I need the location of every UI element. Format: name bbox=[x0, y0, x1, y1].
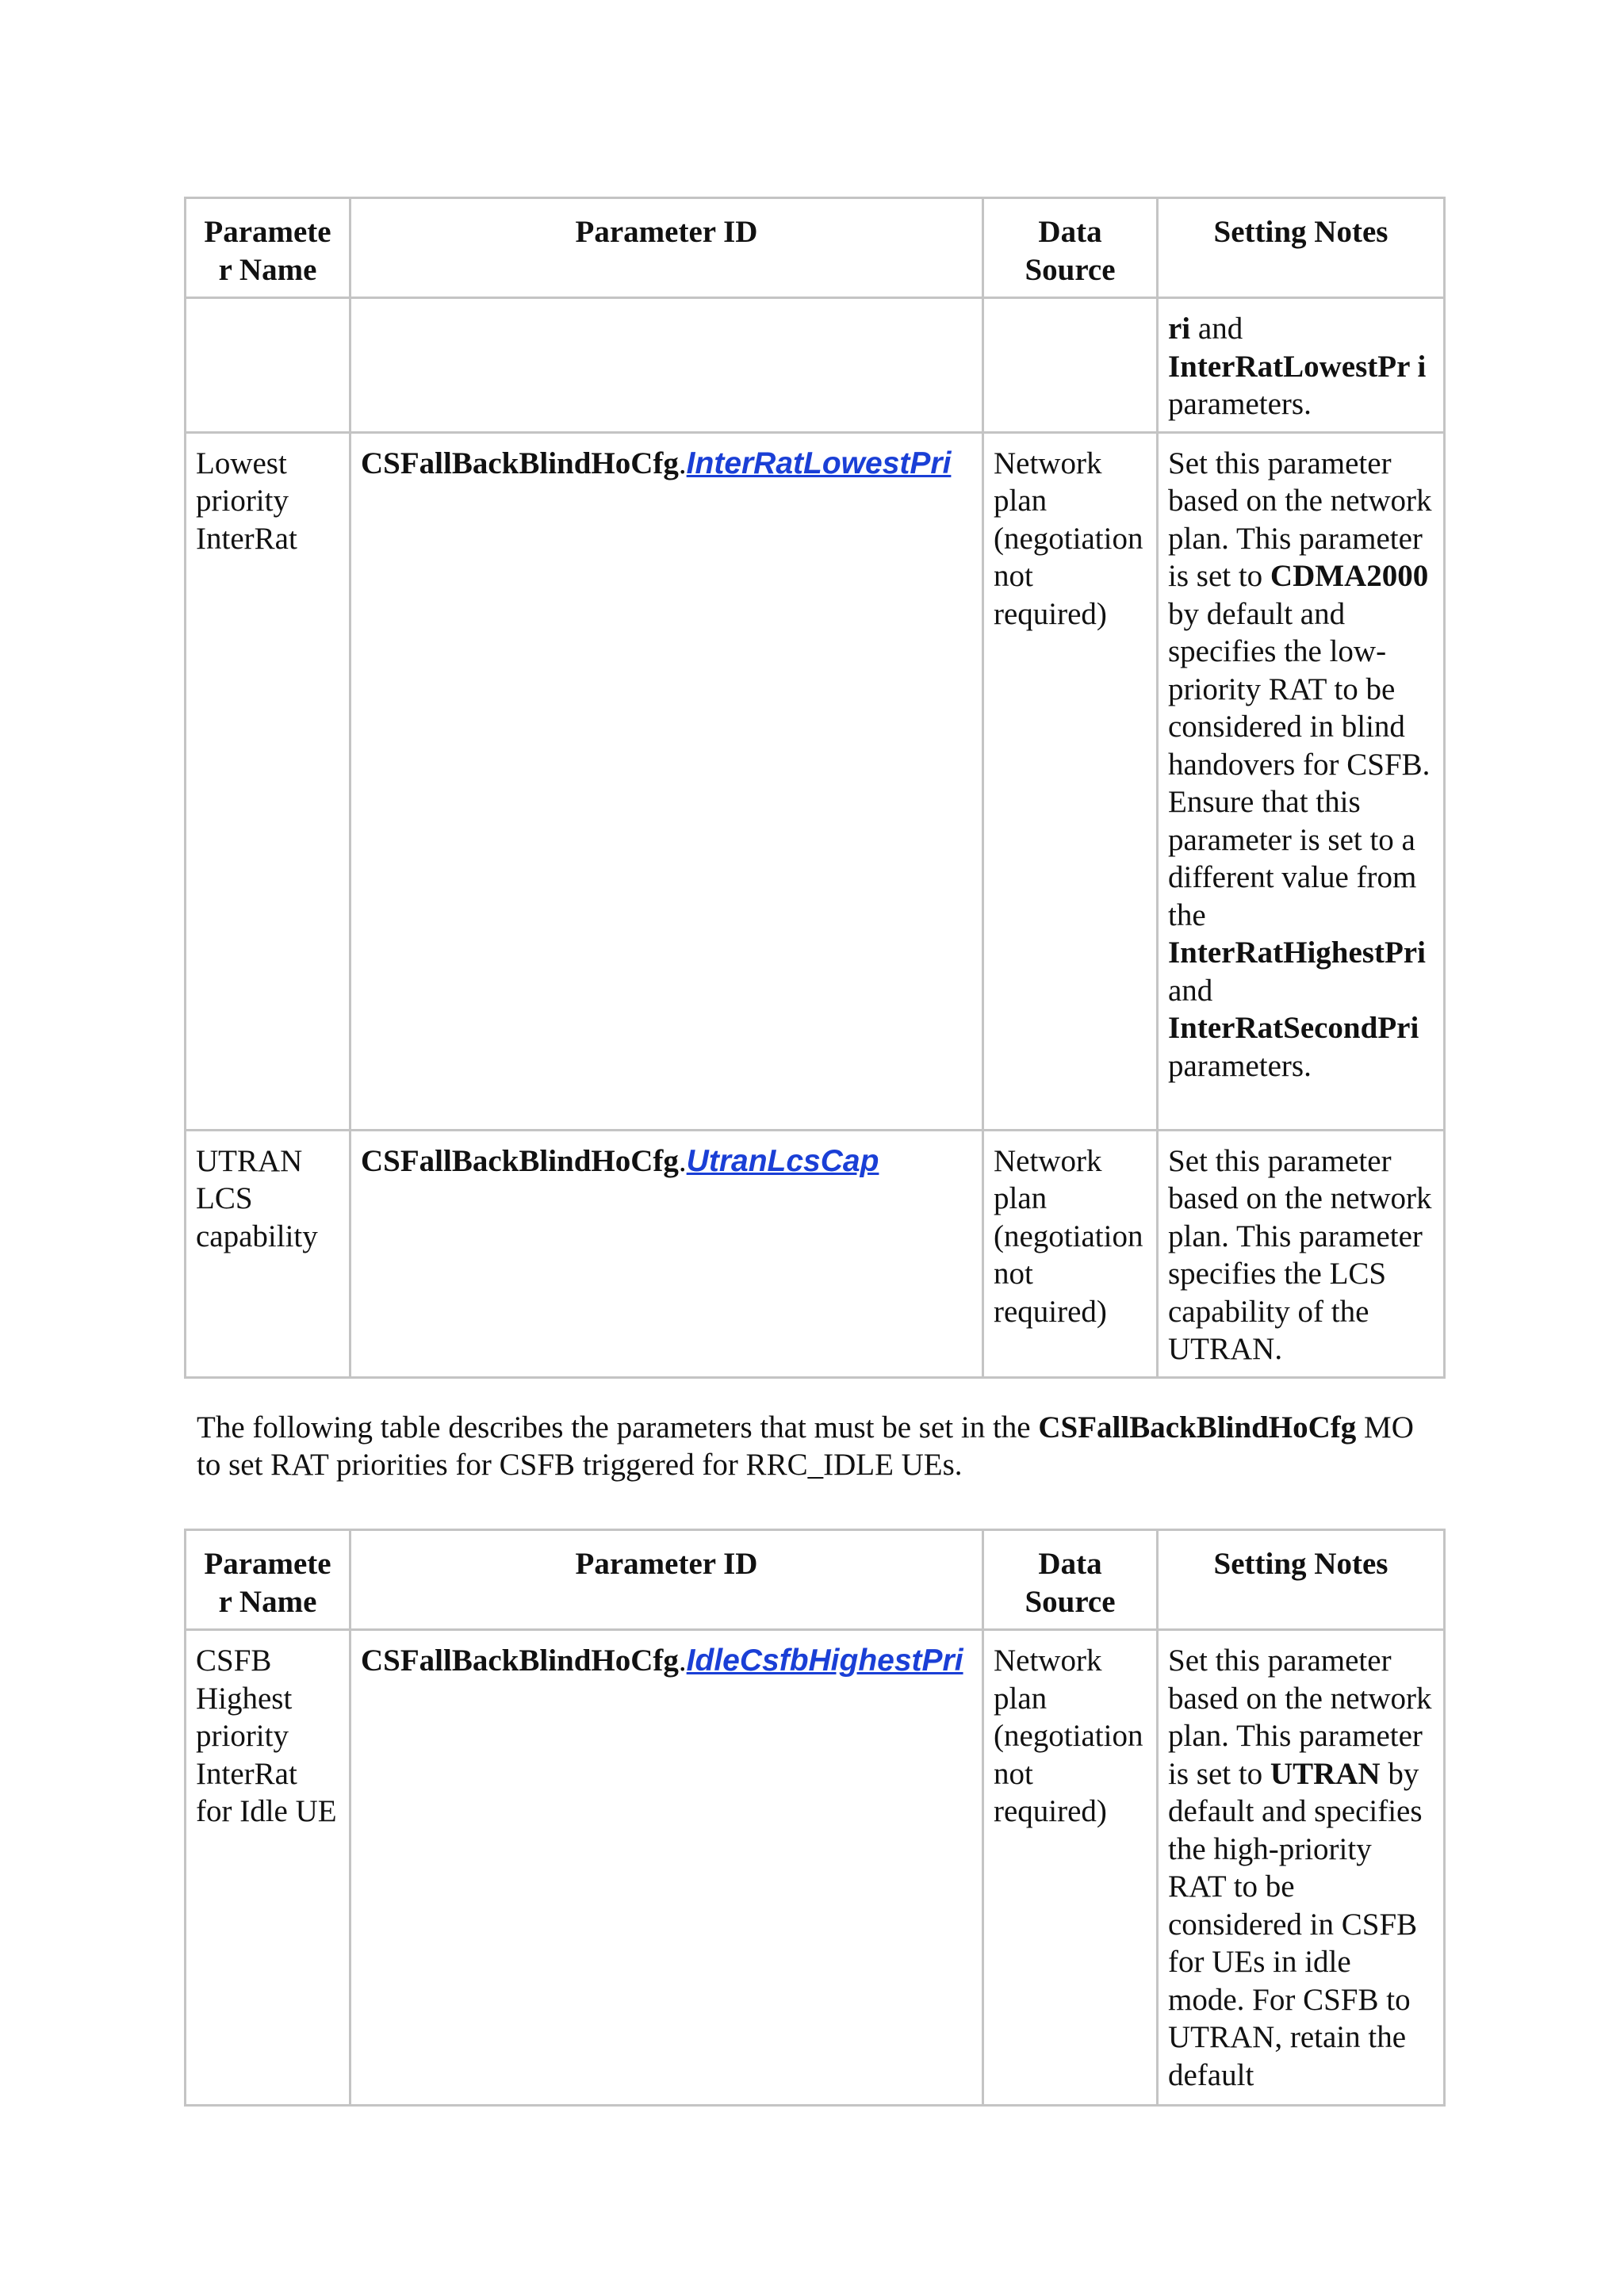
notes-text: by default and specifies the high-priority RAT to be considered in CSFB for UEs in idle mode. For CSFB to UTRAN, retain the default bbox=[1168, 1756, 1423, 2092]
cell-setting-notes: Set this parameter based on the network plan. This parameter specifies the LCS capability of the UTRAN. bbox=[1158, 1130, 1445, 1377]
dot-separator: . bbox=[678, 446, 687, 480]
notes-text: Set this parameter based on the network plan. This parameter is set to bbox=[1168, 1644, 1432, 1791]
notes-bold: InterRatLowestPr i bbox=[1168, 349, 1427, 384]
header-setting-notes: Setting Notes bbox=[1158, 1530, 1445, 1630]
cell-parameter-id bbox=[350, 432, 983, 1130]
notes-bold: CDMA2000 bbox=[1270, 559, 1429, 593]
notes-text: parameters. bbox=[1168, 387, 1312, 421]
mo-name: CSFallBackBlindHoCfg bbox=[361, 446, 679, 480]
notes-bold: UTRAN bbox=[1270, 1756, 1381, 1791]
notes-text: by default and specifies the low-priority RAT to be considered in blind handovers for CSFB. Ensure that this parameter is set to a different value from the bbox=[1168, 596, 1431, 932]
cell-data-source: Network plan (negotiation not required) bbox=[983, 1130, 1158, 1377]
notes-bold: InterRatSecondPri bbox=[1168, 1011, 1419, 1045]
cell-setting-notes bbox=[1158, 298, 1445, 433]
parameter-link[interactable]: UtranLcsCap bbox=[686, 1143, 879, 1178]
cell-parameter-name: CSFB Highest priority InterRat for Idle UE bbox=[186, 1630, 350, 2106]
table-header-row bbox=[186, 1530, 1445, 1630]
header-parameter-id: Parameter ID bbox=[350, 1530, 983, 1630]
notes-text: Set this parameter based on the network plan. This parameter is set to bbox=[1168, 446, 1432, 593]
table-row bbox=[186, 1130, 1445, 1377]
dot-separator: . bbox=[678, 1143, 687, 1178]
paragraph-bold: CSFallBackBlindHoCfg bbox=[1038, 1410, 1357, 1445]
parameter-table-2 bbox=[184, 1529, 1446, 2107]
header-data-source: Data Source bbox=[983, 1530, 1158, 1630]
notes-bold: InterRatHighestPri bbox=[1168, 936, 1426, 970]
notes-bold: ri bbox=[1168, 312, 1191, 346]
intro-paragraph bbox=[197, 1409, 1434, 1483]
parameter-table-1 bbox=[184, 197, 1446, 1379]
paragraph-text: MO to set RAT priorities for CSFB triggered for RRC_IDLE UEs. bbox=[197, 1410, 1414, 1482]
header-setting-notes: Setting Notes bbox=[1158, 198, 1445, 298]
cell-setting-notes bbox=[1158, 1630, 1445, 2106]
dot-separator: . bbox=[678, 1644, 687, 1678]
notes-text: parameters. bbox=[1168, 1048, 1312, 1083]
cell-data-source: Network plan (negotiation not required) bbox=[983, 432, 1158, 1130]
header-parameter-name: Paramete r Name bbox=[186, 1530, 350, 1630]
cell-parameter-id bbox=[350, 298, 983, 433]
mo-name: CSFallBackBlindHoCfg bbox=[361, 1143, 679, 1178]
cell-parameter-name bbox=[186, 298, 350, 433]
table-row bbox=[186, 1630, 1445, 2106]
cell-parameter-name: UTRAN LCS capability bbox=[186, 1130, 350, 1377]
table-row bbox=[186, 432, 1445, 1130]
paragraph-text: The following table describes the parameters that must be set in the bbox=[197, 1410, 1039, 1445]
header-data-source: Data Source bbox=[983, 198, 1158, 298]
notes-text: and bbox=[1190, 312, 1243, 346]
header-parameter-name: Paramete r Name bbox=[186, 198, 350, 298]
cell-parameter-name: Lowest priority InterRat bbox=[186, 432, 350, 1130]
notes-text: and bbox=[1168, 973, 1213, 1008]
mo-name: CSFallBackBlindHoCfg bbox=[361, 1644, 679, 1678]
cell-data-source: Network plan (negotiation not required) bbox=[983, 1630, 1158, 2106]
cell-data-source bbox=[983, 298, 1158, 433]
header-parameter-id: Parameter ID bbox=[350, 198, 983, 298]
table-row bbox=[186, 298, 1445, 433]
parameter-link[interactable]: InterRatLowestPri bbox=[686, 446, 952, 480]
table-header-row bbox=[186, 198, 1445, 298]
cell-parameter-id bbox=[350, 1630, 983, 2106]
cell-setting-notes bbox=[1158, 432, 1445, 1130]
parameter-link[interactable]: IdleCsfbHighestPri bbox=[686, 1644, 963, 1678]
cell-parameter-id bbox=[350, 1130, 983, 1377]
